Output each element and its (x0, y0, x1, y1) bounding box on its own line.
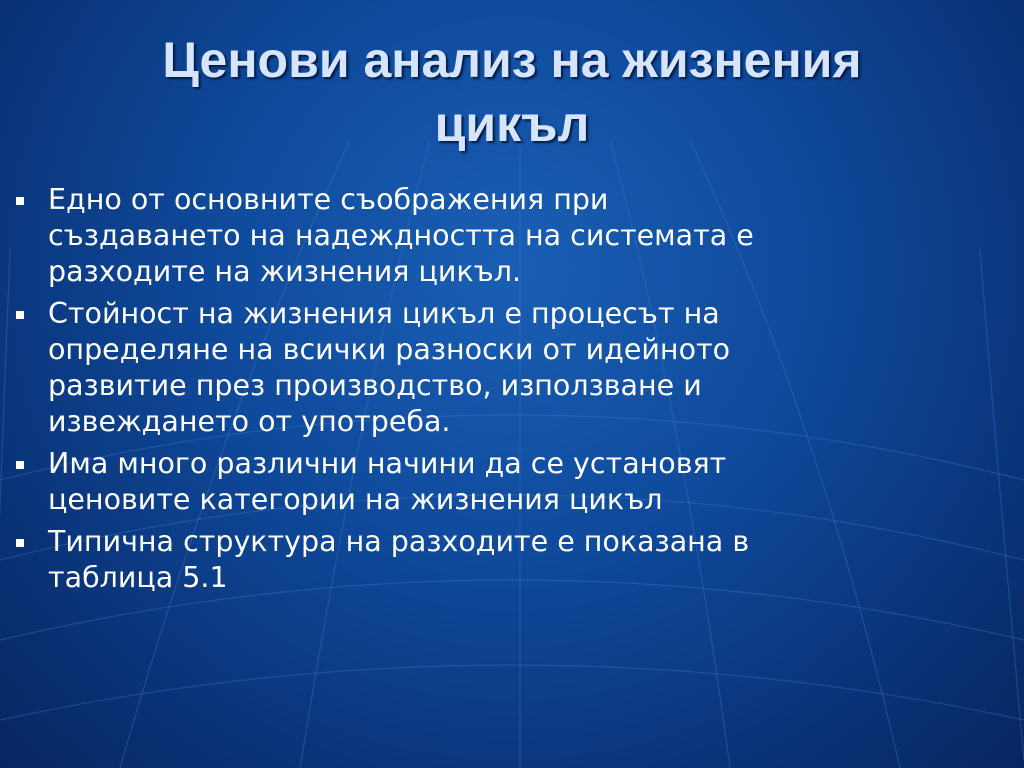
bullet-text-line: Стойност на жизнения цикъл е процесът на (48, 297, 720, 330)
square-bullet-icon (16, 197, 24, 205)
bullet-text-line: развитие през производство, използване и (48, 369, 702, 402)
slide-title (0, 28, 1024, 156)
square-bullet-icon (16, 311, 24, 319)
bullet-text-line: определяне на всички разноски от идейното (48, 333, 731, 366)
slide-title-line-2: цикъл (434, 96, 590, 152)
bullet-text-line: създаването на надеждността на системата е (48, 219, 754, 252)
bullet-text-line: Има много различни начини да се установят (48, 447, 727, 480)
bullet-text-line: Типична структура на разходите е показана в (48, 525, 750, 558)
bullet-text-line: Едно от основните съображения при (48, 183, 609, 216)
bullet-item (12, 446, 912, 518)
square-bullet-icon (16, 461, 24, 469)
slide-title-line-1: Ценови анализ на жизнения (162, 32, 862, 88)
bullet-text-line: таблица 5.1 (48, 561, 228, 594)
bullet-text-line: ценовите категории на жизнения цикъл (48, 483, 663, 516)
square-bullet-icon (16, 539, 24, 547)
bullet-item (12, 182, 912, 290)
bullet-item (12, 296, 912, 440)
bullet-list (12, 182, 912, 602)
bullet-item (12, 524, 912, 596)
bullet-text-line: извеждането от употреба. (48, 405, 451, 438)
bullet-text-line: разходите на жизнения цикъл. (48, 255, 522, 288)
